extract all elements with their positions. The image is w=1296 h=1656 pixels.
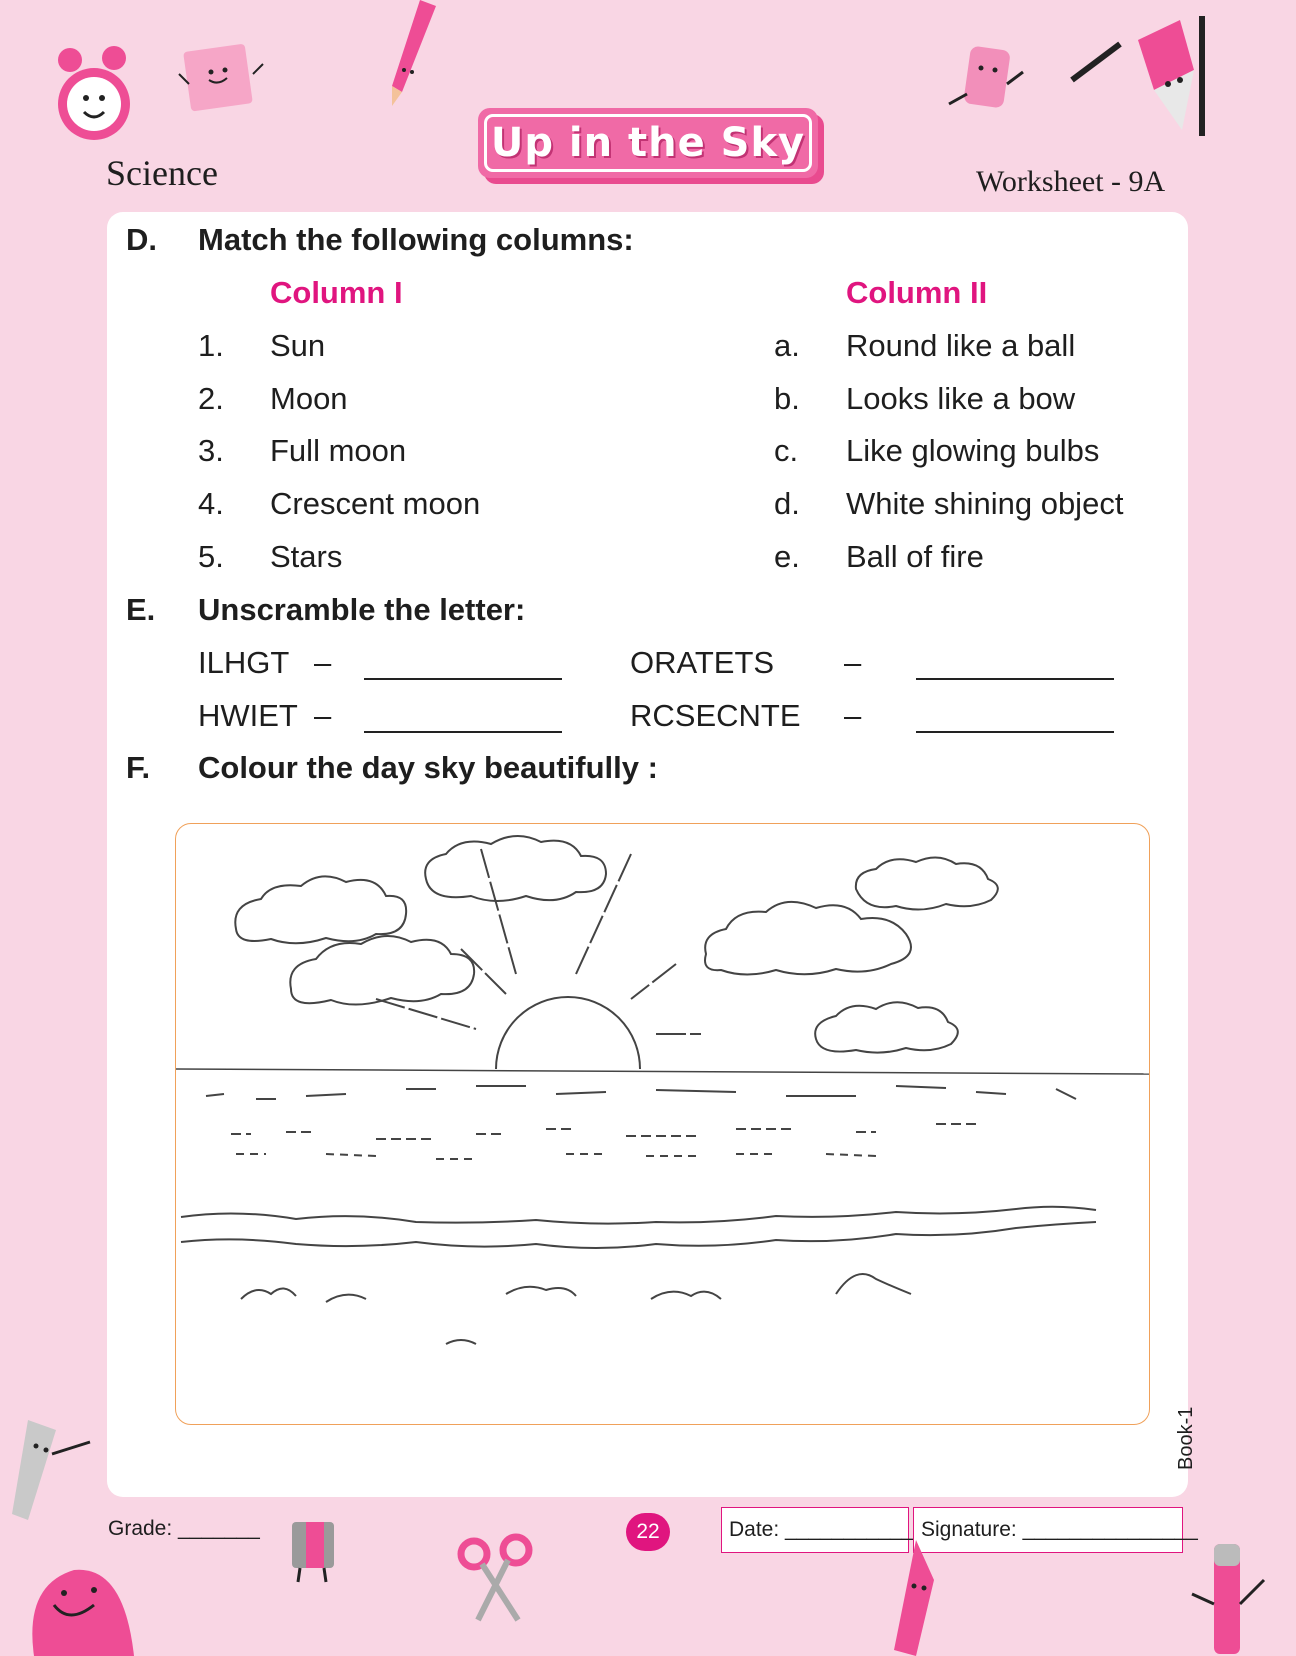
section-e-heading: Unscramble the letter: bbox=[198, 592, 526, 627]
section-f-letter: F. bbox=[126, 750, 151, 785]
cloud bbox=[815, 1002, 958, 1052]
match-letter: d. bbox=[774, 486, 800, 521]
pencil-icon bbox=[380, 0, 440, 110]
match-right-item: Like glowing bulbs bbox=[846, 433, 1100, 468]
dash: – bbox=[314, 645, 332, 680]
worksheet-title: Up in the Sky bbox=[484, 114, 812, 172]
answer-blank[interactable] bbox=[916, 731, 1114, 733]
scrambled-word: HWIET bbox=[198, 698, 298, 733]
match-letter: a. bbox=[774, 328, 800, 363]
match-letter: e. bbox=[774, 539, 800, 574]
answer-blank[interactable] bbox=[916, 678, 1114, 680]
match-left-item: Stars bbox=[270, 539, 343, 574]
subject-label: Science bbox=[106, 153, 218, 193]
scrambled-word: ORATETS bbox=[630, 645, 775, 680]
pencil-character-icon bbox=[1070, 10, 1210, 140]
match-letter: b. bbox=[774, 381, 800, 416]
section-d-letter: D. bbox=[126, 222, 157, 257]
notepad-icon bbox=[175, 44, 265, 124]
shoreline bbox=[181, 1207, 1096, 1224]
match-right-item: Ball of fire bbox=[846, 539, 984, 574]
book-label: Book-1 bbox=[1175, 1406, 1197, 1470]
match-number: 3. bbox=[198, 433, 224, 468]
section-d-heading: Match the following columns: bbox=[198, 222, 634, 257]
worksheet-title-badge bbox=[478, 108, 818, 178]
dash: – bbox=[314, 698, 332, 733]
pen-character-icon bbox=[1190, 1540, 1270, 1656]
sun bbox=[496, 997, 640, 1069]
match-number: 4. bbox=[198, 486, 224, 521]
match-left-item: Crescent moon bbox=[270, 486, 481, 521]
page-number-badge: 22 bbox=[626, 1513, 670, 1551]
scrambled-word: ILHGT bbox=[198, 645, 290, 680]
crayon-character-icon bbox=[886, 1540, 956, 1656]
answer-blank[interactable] bbox=[364, 731, 562, 733]
cloud bbox=[856, 857, 998, 909]
match-right-item: White shining object bbox=[846, 486, 1124, 521]
dash: – bbox=[844, 698, 862, 733]
scissors-icon bbox=[456, 1534, 536, 1624]
section-e-letter: E. bbox=[126, 592, 156, 627]
match-letter: c. bbox=[774, 433, 799, 468]
answer-blank[interactable] bbox=[364, 678, 562, 680]
worksheet-number: Worksheet - 9A bbox=[976, 165, 1166, 198]
match-number: 2. bbox=[198, 381, 224, 416]
dash: – bbox=[844, 645, 862, 680]
column-1-header: Column I bbox=[270, 275, 403, 310]
ruler-character-icon bbox=[8, 1410, 98, 1530]
schoolbag-icon bbox=[14, 1525, 154, 1656]
horizon-line bbox=[176, 1069, 1149, 1074]
match-number: 5. bbox=[198, 539, 224, 574]
cloud bbox=[290, 936, 474, 1005]
match-right-item: Looks like a bow bbox=[846, 381, 1076, 416]
scrambled-word: RCSECNTE bbox=[630, 698, 801, 733]
match-number: 1. bbox=[198, 328, 224, 363]
alarm-clock-icon bbox=[52, 42, 152, 152]
column-2-header: Column II bbox=[846, 275, 988, 310]
colouring-picture-frame[interactable] bbox=[175, 823, 1150, 1425]
cloud bbox=[425, 836, 606, 901]
cloud bbox=[235, 876, 406, 943]
eraser-icon bbox=[945, 44, 1025, 124]
sharpener-icon bbox=[284, 1516, 344, 1584]
signature-field[interactable]: Signature: _______________ bbox=[913, 1507, 1183, 1553]
match-left-item: Moon bbox=[270, 381, 348, 416]
match-left-item: Sun bbox=[270, 328, 326, 363]
section-f-heading: Colour the day sky beautifully : bbox=[198, 750, 658, 785]
sunset-sea-drawing bbox=[176, 824, 1149, 1424]
match-right-item: Round like a ball bbox=[846, 328, 1076, 363]
date-field[interactable]: Date: ___________ bbox=[721, 1507, 909, 1553]
cloud bbox=[705, 902, 911, 975]
grade-field[interactable]: Grade: _______ bbox=[108, 1517, 260, 1540]
match-left-item: Full moon bbox=[270, 433, 407, 468]
